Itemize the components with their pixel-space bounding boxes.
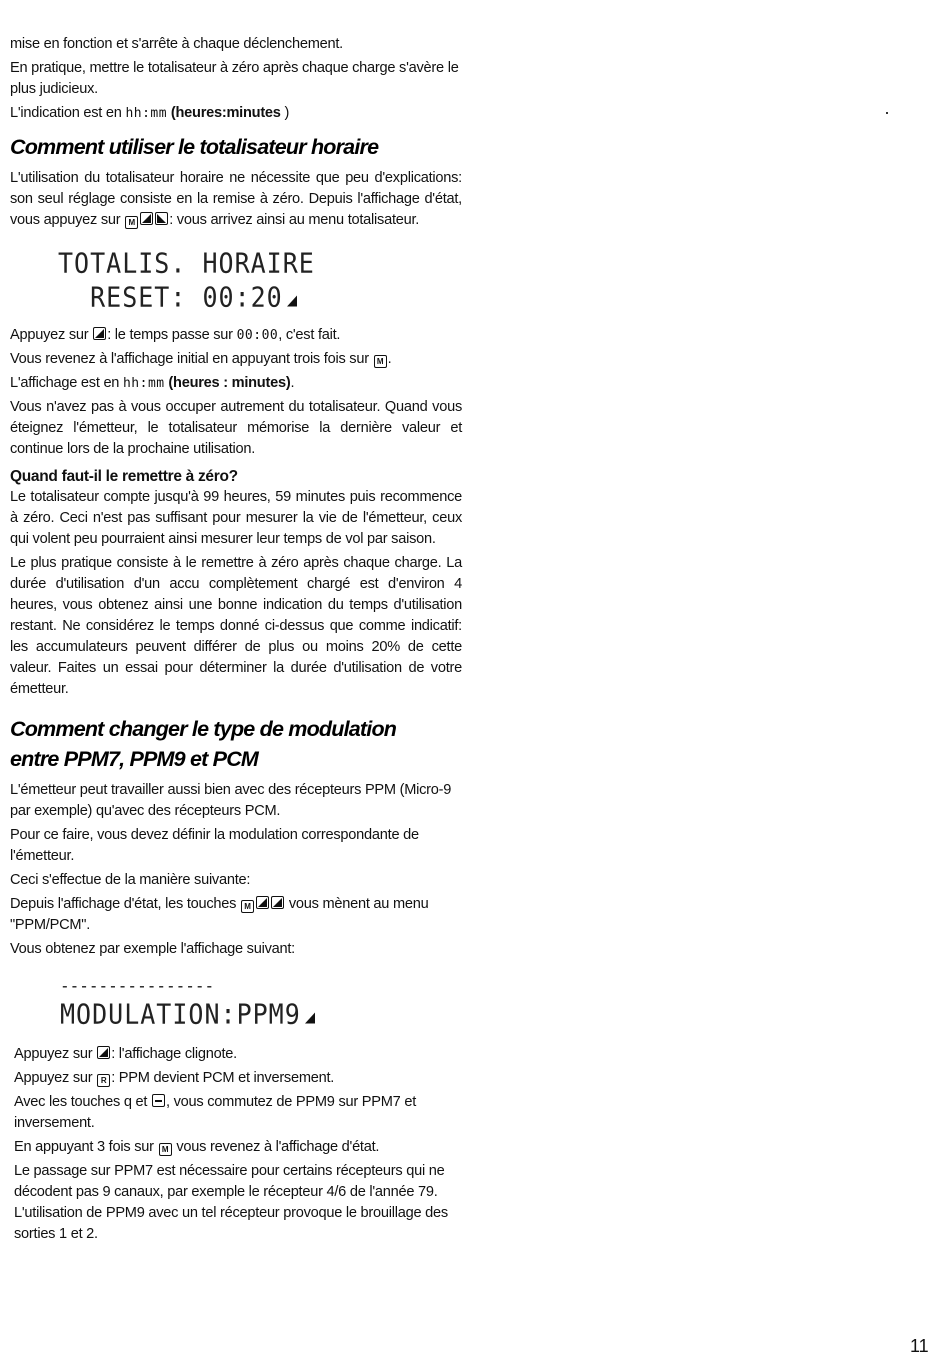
- lcd-line2: RESET: 00:20: [58, 279, 462, 316]
- intro-line2: En pratique, mettre le totalisateur à zéro après chaque charge s'avère le plus judicieux.: [10, 60, 459, 97]
- enter-key-icon: [93, 327, 106, 340]
- blink-instruction: Appuyez sur : l'affichage clignote.: [14, 1046, 237, 1062]
- time-format-code: hh:mm: [125, 106, 168, 121]
- return-instruction: Vous revenez à l'affichage initial en appuyant trois fois sur M .: [10, 351, 392, 367]
- subsection-title: Quand faut-il le remettre à zéro?: [10, 468, 238, 485]
- lcd-line1: TOTALIS. HORAIRE: [58, 247, 315, 280]
- totalisateur-intro: L'utilisation du totalisateur horaire ne nécessite que peu d'explications: son seul réglage consiste en la remise à zéro. Depuis l'affichage d'état, vous appuyez sur M : vous arrivez ainsi au menu totalisateur.: [10, 170, 462, 228]
- reset-instruction: Appuyez sur : le temps passe sur 00:00, c'est fait.: [10, 327, 341, 343]
- enter-key-icon: [97, 1046, 110, 1059]
- ppm7-note: Le passage sur PPM7 est nécessaire pour certains récepteurs qui ne décodent pas 9 canaux, par exemple le récepteur 4/6 de l'année 79. L'utilisation de PPM9 avec un tel récepteur provoque le brouillage des sorties 1 et 2.: [14, 1163, 448, 1242]
- cursor-arrow-icon: [287, 296, 297, 307]
- intro-line3: L'indication est en hh:mm (heures:minutes ): [10, 105, 290, 121]
- m-key-icon: M: [125, 216, 138, 229]
- section-title-totalisateur: Comment utiliser le totalisateur horaire: [10, 135, 379, 159]
- counter-note: Le totalisateur compte jusqu'à 99 heures, 59 minutes puis recommence à zéro. Ceci n'est pas suffisant pour mesurer la vie de l'émetteur, ceux qui volent peu pourraient ainsi mesurer leur temps de vol par saison.: [10, 489, 462, 547]
- enter-key-icon: [140, 212, 153, 225]
- display-format: L'affichage est en hh:mm (heures : minutes).: [10, 375, 295, 391]
- m-key-icon: M: [374, 355, 387, 368]
- lcd-dashes: ----------------: [60, 975, 215, 996]
- modulation-steps: Ceci s'effectue de la manière suivante:: [10, 872, 251, 888]
- switch-instruction: Avec les touches q et , vous commutez de PPM9 sur PPM7 et inversement.: [14, 1094, 416, 1131]
- m-key-icon: M: [241, 900, 254, 913]
- section-title-modulation: Comment changer le type de modulation entre PPM7, PPM9 et PCM: [10, 717, 397, 771]
- m-key-icon: M: [159, 1143, 172, 1156]
- minus-key-icon: [152, 1094, 165, 1107]
- back-key-icon: [155, 212, 168, 225]
- lcd-display-modulation: [60, 974, 462, 1030]
- page-number: 11: [910, 1336, 929, 1356]
- lcd-modulation-line: MODULATION:PPM9: [60, 996, 462, 1033]
- intro-line1: mise en fonction et s'arrête à chaque déclenchement.: [10, 36, 343, 52]
- enter-key-icon: [256, 896, 269, 909]
- lcd-display-totalisateur: [58, 245, 462, 315]
- r-key-icon: R: [97, 1074, 110, 1087]
- enter-key-icon: [271, 896, 284, 909]
- memory-note: Vous n'avez pas à vous occuper autrement du totalisateur. Quand vous éteignez l'émetteur, le totalisateur mémorise la dernière valeur et continue lors de la prochaine utilisation.: [10, 399, 462, 457]
- cursor-arrow-icon: [305, 1013, 315, 1024]
- speck: [886, 112, 888, 114]
- exit-instruction: En appuyant 3 fois sur M vous revenez à l'affichage d'état.: [14, 1139, 380, 1155]
- modulation-example: Vous obtenez par exemple l'affichage suivant:: [10, 941, 295, 957]
- modulation-intro: L'émetteur peut travailler aussi bien avec des récepteurs PPM (Micro-9 par exemple) qu'avec des récepteurs PCM.: [10, 782, 452, 819]
- modulation-keys: Depuis l'affichage d'état, les touches M vous mènent au menu "PPM/PCM".: [10, 896, 429, 933]
- document-page: [10, 34, 462, 1248]
- modulation-define: Pour ce faire, vous devez définir la modulation correspondante de l'émetteur.: [10, 827, 419, 864]
- toggle-instruction: Appuyez sur R : PPM devient PCM et inversement.: [14, 1070, 335, 1086]
- practical-note: Le plus pratique consiste à le remettre à zéro après chaque charge. La durée d'utilisation d'un accu complètement chargé est d'environ 4 heures, vous obtenez ainsi une bonne indication du temps d'utilisation restant. Ne considérez le temps donné ci-dessus que comme indicatif: les accumulateurs peuvent différer de plus ou moins 20% de cette valeur. Faites un essai pour déterminer la durée d'utilisation de votre émetteur.: [10, 555, 462, 697]
